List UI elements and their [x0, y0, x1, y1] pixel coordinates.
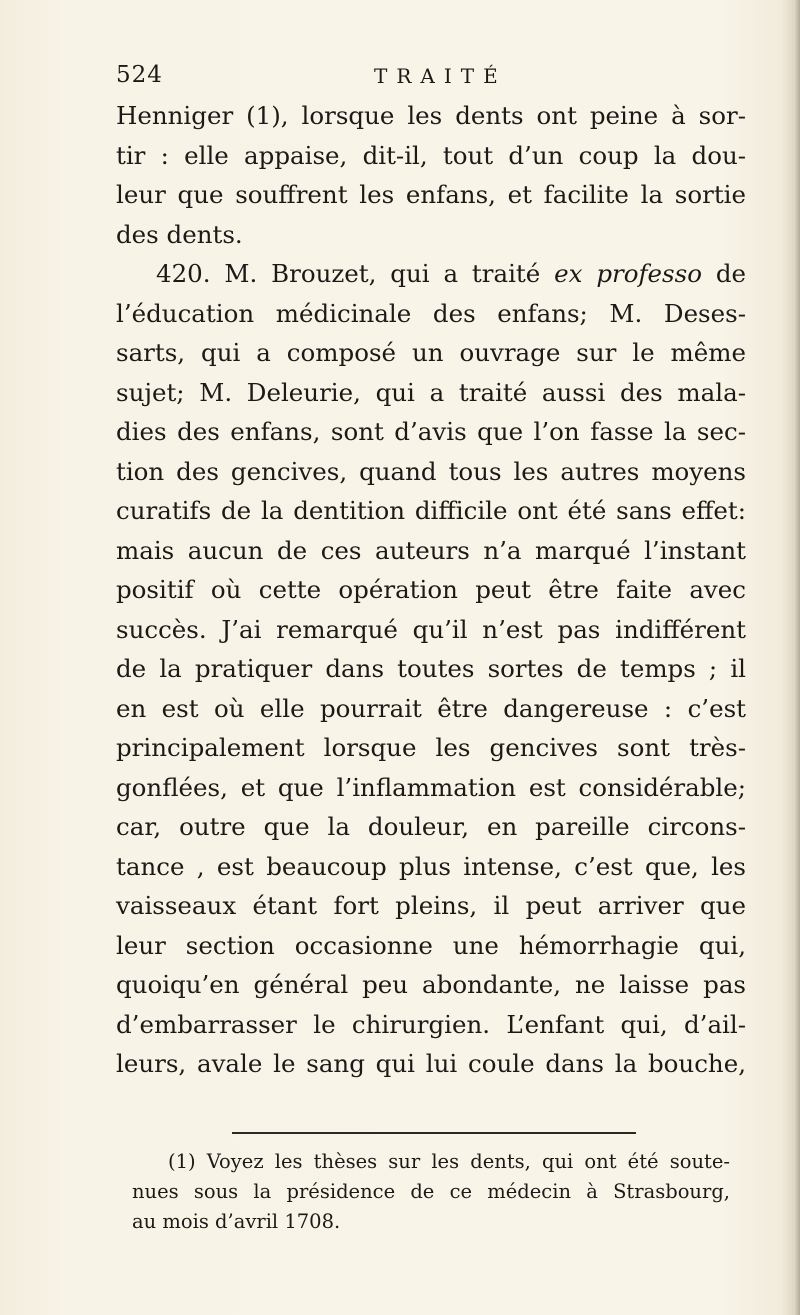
text-line: curatifs de la dentition difficile ont été sans effet: — [116, 496, 746, 525]
text-line: positif où cette opération peut être faite avec — [116, 575, 746, 604]
text-line: tir : elle appaise, dit-il, tout d’un coup la dou- — [116, 140, 746, 170]
text-line: vaisseaux étant fort pleins, il peut arriver que — [116, 891, 746, 920]
text-line: sarts, qui a composé un ouvrage sur le même — [116, 338, 746, 367]
text-line-paragraph-start — [116, 254, 746, 294]
text-line: d’embarrasser le chirurgien. L’enfant qui, d’ail- — [116, 1009, 746, 1039]
text-line: succès. J’ai remarqué qu’il n’est pas indifférent — [116, 614, 746, 644]
text-line: Henniger (1), lorsque les dents ont peine à sor- — [116, 101, 746, 130]
body-text — [116, 96, 746, 1084]
running-title: TRAITÉ — [374, 64, 507, 88]
text-line: car, outre que la douleur, en pareille circons- — [116, 812, 746, 841]
text-line: leurs, avale le sang qui lui coule dans la bouche, — [116, 1049, 746, 1078]
text-line: des dents. — [116, 219, 243, 249]
text-line: principalement lorsque les gencives sont très- — [116, 733, 746, 762]
footnote-divider — [232, 1132, 636, 1134]
text-line: gonflées, et que l’inflammation est considérable; — [116, 772, 746, 802]
footnote-line: nues sous la présidence de ce médecin à Strasbourg, — [132, 1180, 730, 1203]
text-line: quoiqu’en général peu abondante, ne laisse pas — [116, 970, 746, 999]
italic-phrase: ex professo — [554, 259, 702, 288]
footnote — [132, 1147, 730, 1237]
text-line: tion des gencives, quand tous les autres moyens — [116, 456, 746, 486]
text-line: de la pratiquer dans toutes sortes de temps ; il — [116, 654, 746, 683]
text-line: dies des enfans, sont d’avis que l’on fasse la sec- — [116, 417, 746, 446]
text-line: sujet; M. Deleurie, qui a traité aussi des mala- — [116, 377, 746, 407]
page-number: 524 — [116, 62, 163, 88]
text-segment: 420. M. Brouzet, qui a traité — [156, 259, 541, 288]
text-line: mais aucun de ces auteurs n’a marqué l’instant — [116, 535, 746, 565]
footnote-line: (1) Voyez les thèses sur les dents, qui ont été soute- — [168, 1150, 730, 1173]
footnote-line: au mois d’avril 1708. — [132, 1210, 341, 1233]
text-segment: de — [715, 259, 747, 288]
text-line: leur que souffrent les enfans, et facilite la sortie — [116, 180, 746, 209]
text-line: en est où elle pourrait être dangereuse : c’est — [116, 693, 746, 723]
text-line: leur section occasionne une hémorrhagie qui, — [116, 930, 746, 960]
page-header — [116, 62, 736, 94]
text-line: l’éducation médicinale des enfans; M. Deses- — [116, 298, 746, 328]
page-edge-shadow — [782, 0, 800, 1315]
text-line: tance , est beaucoup plus intense, c’est que, les — [116, 851, 746, 881]
